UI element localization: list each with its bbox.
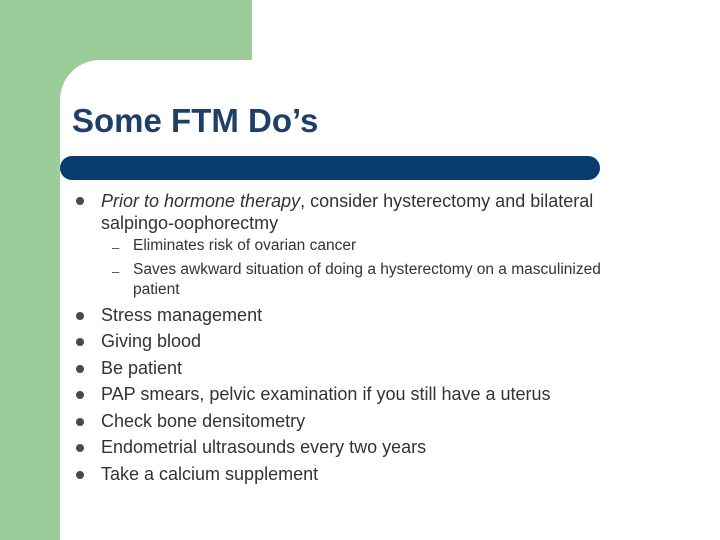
bullet-dot — [76, 197, 84, 205]
sub-bullet-dash: – — [112, 264, 120, 279]
bullet-item-stress-management: Stress management — [101, 305, 263, 325]
bullet-dot — [76, 365, 84, 373]
bullet-dot — [76, 391, 84, 399]
bullet-item-giving-blood: Giving blood — [101, 331, 202, 351]
sub-bullet-ovarian-cancer: Eliminates risk of ovarian cancer — [133, 237, 357, 254]
bullet-item-calcium-supplement: Take a calcium supplement — [101, 464, 319, 484]
bullet-item-endometrial-ultrasounds: Endometrial ultrasounds every two years — [101, 437, 427, 457]
bullet-dot — [76, 444, 84, 452]
bullet-dot — [76, 312, 84, 320]
bullet-dot — [76, 418, 84, 426]
bullet-text-continuation: salpingo-oophorectmy — [101, 213, 279, 233]
bullet-item-be-patient: Be patient — [101, 358, 183, 378]
bullet-item-bone-densitometry: Check bone densitometry — [101, 411, 306, 431]
bullet-text-rest: , consider hysterectomy and bilateral — [300, 191, 594, 211]
sub-bullet-dash: – — [112, 240, 120, 255]
sub-bullet-awkward-situation: Saves awkward situation of doing a hysterectomy on a masculinized — [133, 261, 601, 278]
bullet-item-hormone-therapy — [101, 190, 593, 212]
bullet-dot — [76, 338, 84, 346]
bullet-dot — [76, 471, 84, 479]
slide-title: Some FTM Do’s — [72, 102, 319, 139]
title-underline-bar — [60, 156, 600, 180]
bullet-item-pap-smears: PAP smears, pelvic examination if you still have a uterus — [101, 384, 551, 404]
bullet-italic-text: Prior to hormone therapy — [101, 191, 301, 211]
sub-bullet-continuation: patient — [133, 281, 180, 298]
